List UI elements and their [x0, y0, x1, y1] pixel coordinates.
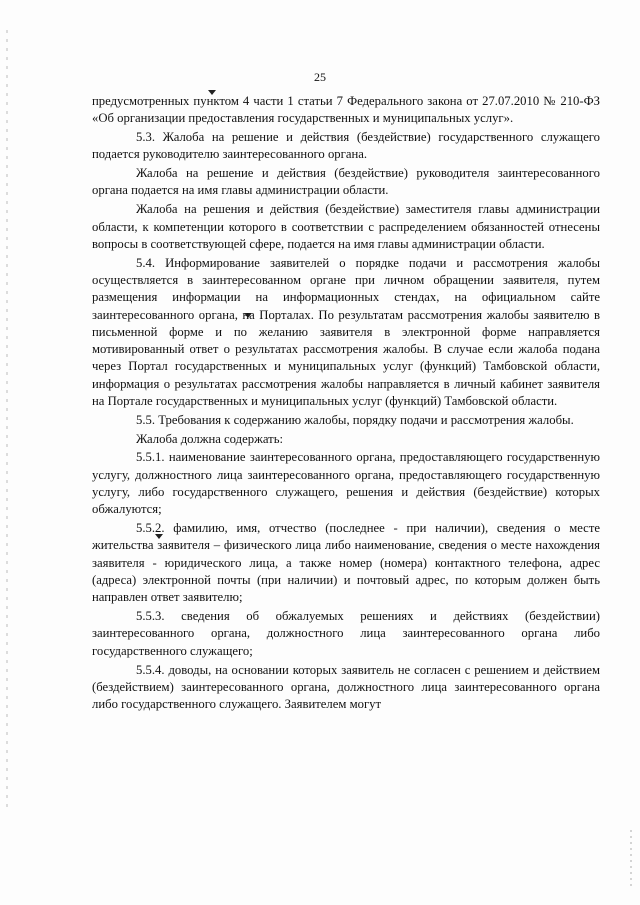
paragraph-5-4: 5.4. Информирование заявителей о порядке подачи и рассмотрения жалобы осуществляется в заинтересованном органе при личном обращении заявителя, путем размещения информации на информационных стендах, на официальном сайте заинтересованного органа, на Порталах. По результатам рассмотрения жалобы заявителю в письменной форме и по желанию заявителя в электронной форме направляется мотивированный ответ о результатах рассмотрения жалобы. В случае если жалоба подана через Портал государственных и муниципальных услуг (функций) Тамбовской области, информация о результатах рассмотрения жалобы направляется в личный кабинет заявителя на Портале государственных и муниципальных услуг (функций) Тамбовской области. — [92, 255, 600, 409]
scan-edge-left — [6, 30, 8, 810]
paragraph-complaint-contents: Жалоба должна содержать: — [136, 431, 284, 446]
paragraph-complaint-deputy: Жалоба на решения и действия (бездействие) заместителя главы администрации области, к компетенции которого в соответствии с распределением обязанностей отнесены вопросы в соответствующей сфере, подается на имя главы администрации области. — [92, 202, 600, 251]
document-body — [92, 93, 600, 715]
paragraph-continuation: предусмотренных пунктом 4 части 1 статьи 7 Федерального закона от 27.07.2010 № 210-ФЗ «Об организации предоставления государственных и муниципальных услуг». — [92, 94, 600, 126]
paragraph-5-5-4: 5.5.4. доводы, на основании которых заявитель не согласен с решением и действием (бездействием) заинтересованного органа, должностного лица заинтересованного органа либо государственного служащего. Заявителем могут — [92, 662, 600, 712]
paragraph-5-3: 5.3. Жалоба на решение и действия (бездействие) государственного служащего подается руководителю заинтересованного органа. — [92, 130, 600, 162]
page-number: 25 — [314, 70, 326, 84]
paragraph-5-5-3: 5.5.3. сведения об обжалуемых решениях и действиях (бездействии) заинтересованного органа, должностного лица заинтересованного органа либо государственного служащего; — [92, 609, 600, 658]
paragraph-5-5: 5.5. Требования к содержанию жалобы, порядку подачи и рассмотрения жалобы. — [136, 412, 574, 427]
scan-edge-right — [630, 830, 632, 890]
paragraph-5-5-2: 5.5.2. фамилию, имя, отчество (последнее - при наличии), сведения о месте жительства заявителя – физического лица либо наименование, сведения о месте нахождения заявителя - юридического лица, а также номер (номера) контактного телефона, адрес (адреса) электронной почты (при наличии) и почтовый адрес, по которым должен быть направлен ответ заявителю; — [92, 521, 600, 605]
paragraph-5-5-1: 5.5.1. наименование заинтересованного органа, предоставляющего государственную услугу, должностного лица заинтересованного органа, предоставляющего государственную услугу, либо государственного служащего, решения и действия (бездействие) которых обжалуются; — [92, 450, 600, 517]
paragraph-complaint-head: Жалоба на решение и действия (бездействие) руководителя заинтересованного органа подается на имя главы администрации области. — [92, 166, 600, 198]
